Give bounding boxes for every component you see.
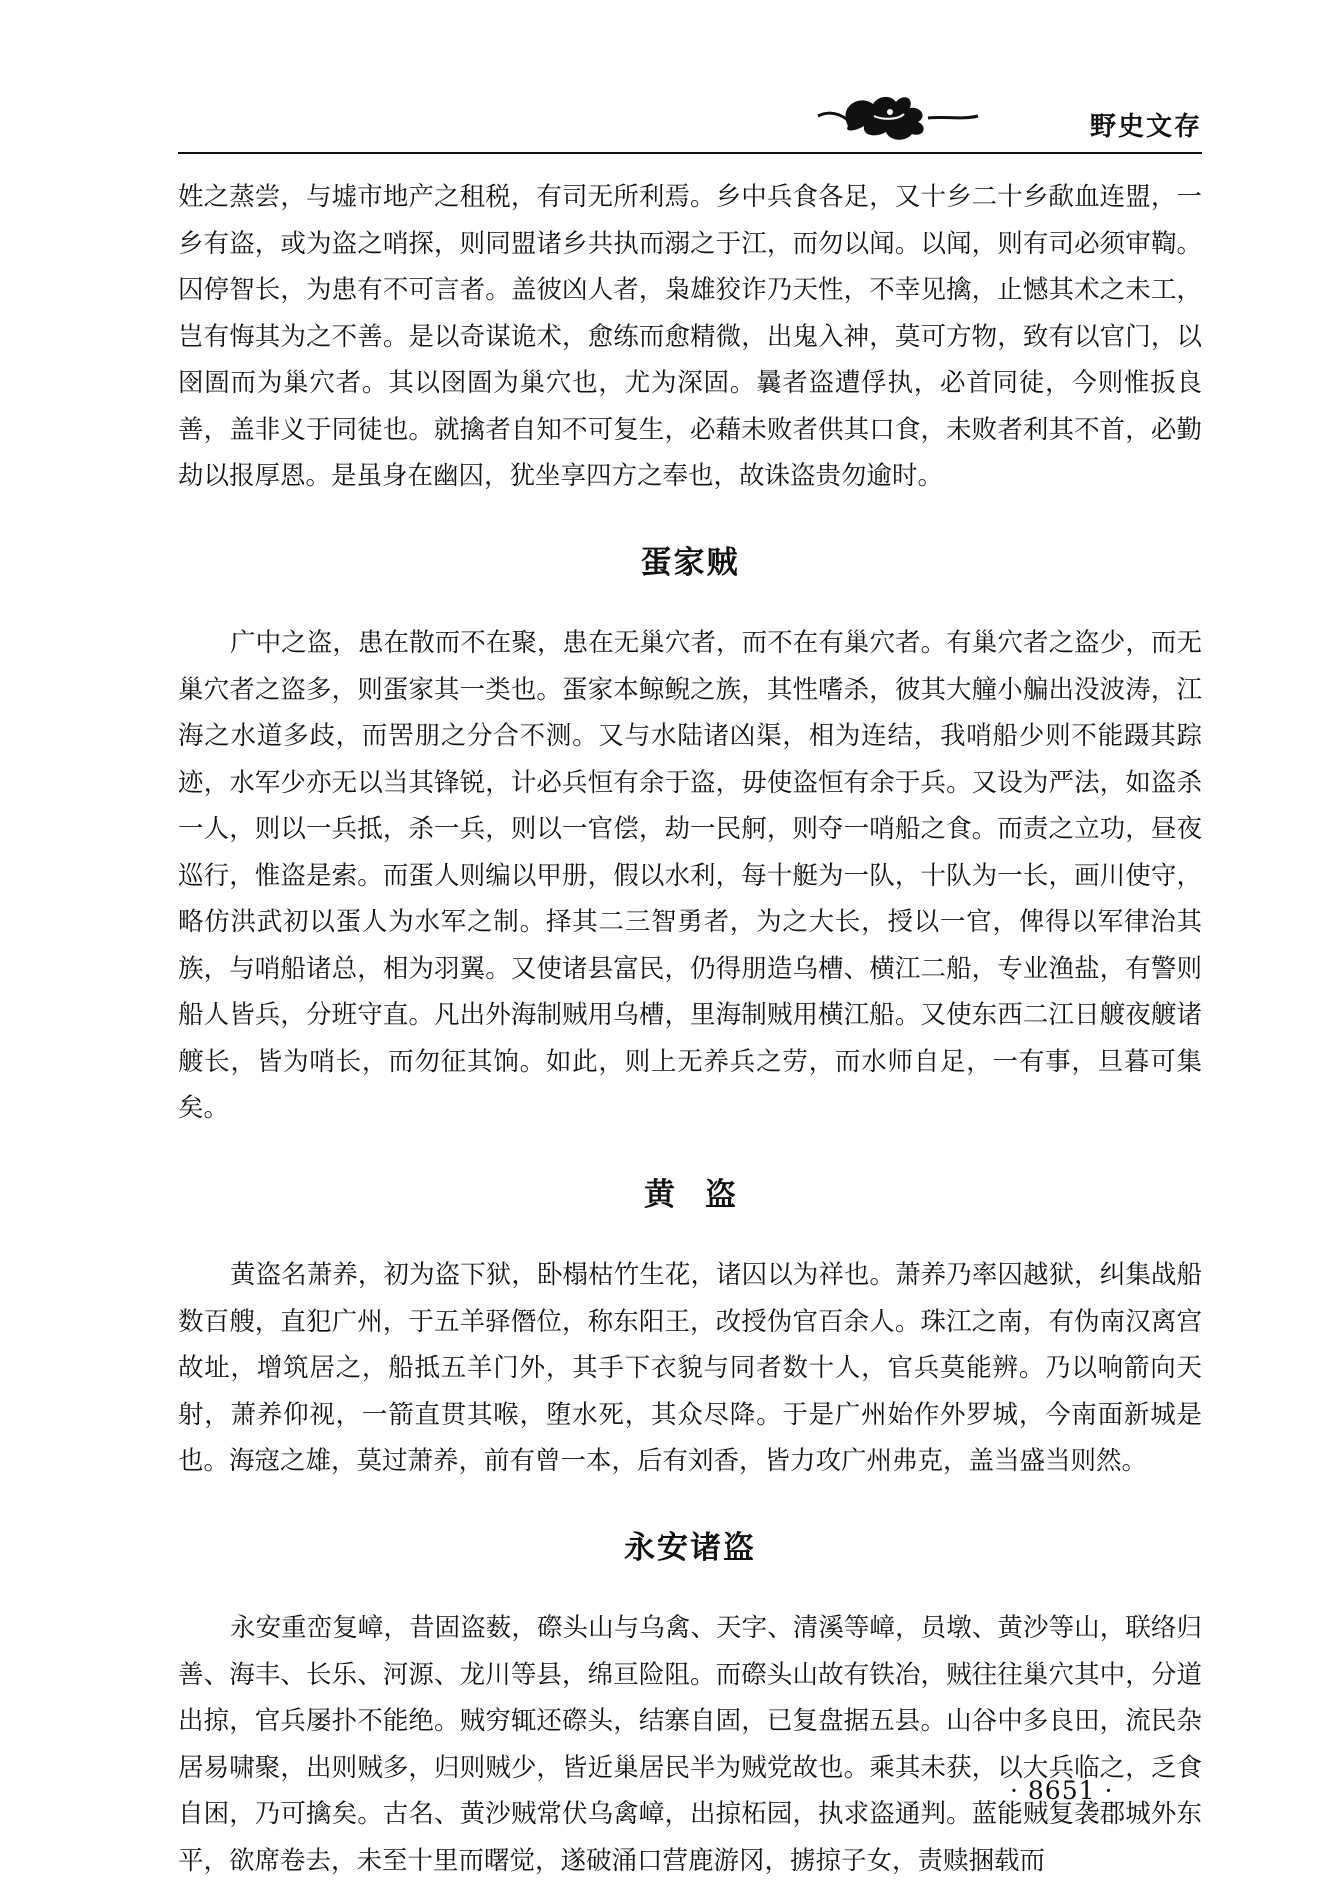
section-paragraph: 广中之盗，患在散而不在聚，患在无巢穴者，而不在有巢穴者。有巢穴者之盗少，而无巢穴者之盗多，则蛋家其一类也。蛋家本鲸鲵之族，其性嗜杀，彼其大艟小艑出没波涛，江海之水道多歧，而罟朋之分合不测。又与水陆诸凶渠，相为连结，我哨船少则不能蹑其踪迹，水军少亦无以当其锋锐，计必兵恒有余于盗，毋使盗恒有余于兵。又设为严法，如盗杀一人，则以一兵抵，杀一兵，则以一官偿，劫一民舸，则夺一哨船之食。而责之立功，昼夜巡行，惟盗是索。而蛋人则编以甲册，假以水利，每十艇为一队，十队为一长，画川使守，略仿洪武初以蛋人为水军之制。择其二三智勇者，为之大长，授以一官，俾得以军律治其族，与哨船诸总，相为羽翼。又使诸县富民，仍得朋造乌槽、横江二船，专业渔盐，有警则船人皆兵，分班守直。凡出外海制贼用乌槽，里海制贼用横江船。又使东西二江日艔夜艔诸艔长，皆为哨长，而勿征其饷。如此，则上无养兵之劳，而水师自足，一有事，旦暮可集矣。: [178, 628, 1202, 1123]
header-rule: [178, 152, 1202, 154]
section-heading: 黄盗: [644, 1176, 766, 1213]
section-heading: 永安诸盗: [624, 1529, 756, 1566]
header-title: 野史文存: [1089, 112, 1202, 142]
page-number: · 8651 ·: [1010, 1776, 1114, 1805]
section-heading: 蛋家贼: [640, 544, 740, 581]
dragon-logo-icon: [778, 86, 1038, 146]
section-paragraph: 黄盗名萧养，初为盗下狱，卧榻枯竹生花，诸囚以为祥也。萧养乃率囚越狱，纠集战船数百艘，直犯广州，于五羊驿僭位，称东阳王，改授伪官百余人。珠江之南，有伪南汉离宫故址，增筑居之，船抵五羊门外，其手下衣貌与同者数十人，官兵莫能辨。乃以响箭向天射，萧养仰视，一箭直贯其喉，堕水死，其众尽降。于是广州始作外罗城，今南面新城是也。海寇之雄，莫过萧养，前有曾一本，后有刘香，皆力攻广州弗克，盖当盛当则然。: [178, 1260, 1202, 1476]
running-header: [178, 86, 1202, 156]
main-text: [178, 174, 1202, 1884]
continuation-paragraph: 姓之蒸尝，与墟市地产之租税，有司无所利焉。乡中兵食各足，又十乡二十乡歃血连盟，一乡有盗，或为盗之哨探，则同盟诸乡共执而溺之于江，而勿以闻。以闻，则有司必须审鞫。囚停智长，为患有不可言者。盖彼凶人者，枭雄狡诈乃天性，不幸见擒，止憾其术之未工，岂有悔其为之不善。是以奇谋诡术，愈练而愈精微，出鬼入神，莫可方物，致有以官门，以囹圄而为巢穴者。其以囹圄为巢穴也，尤为深固。曩者盗遭俘执，必首同徒，今则惟扳良善，盖非义于同徒也。就擒者自知不可复生，必藉未败者供其口食，未败者利其不首，必勤劫以报厚恩。是虽身在幽囚，犹坐享四方之奉也，故诛盗贵勿逾时。: [178, 182, 1202, 491]
section-paragraph: 永安重峦复嶂，昔固盗薮，磜头山与乌禽、天字、清溪等嶂，员墩、黄沙等山，联络归善、海丰、长乐、河源、龙川等县，绵亘险阻。而磜头山故有铁冶，贼往往巢穴其中，分道出掠，官兵屡扑不能绝。贼穷辄还磜头，结寨自固，已复盘据五县。山谷中多良田，流民杂居易啸聚，出则贼多，归则贼少，皆近巢居民半为贼党故也。乘其未获，以大兵临之，乏食自困，乃可擒矣。古名、黄沙贼常伏乌禽嶂，出掠柘园，执求盗通判。蓝能贼复袭郡城外东平，欲席卷去，未至十里而曙觉，遂破涌口营鹿游冈，掳掠子女，责赎捆载而: [178, 1613, 1202, 1876]
